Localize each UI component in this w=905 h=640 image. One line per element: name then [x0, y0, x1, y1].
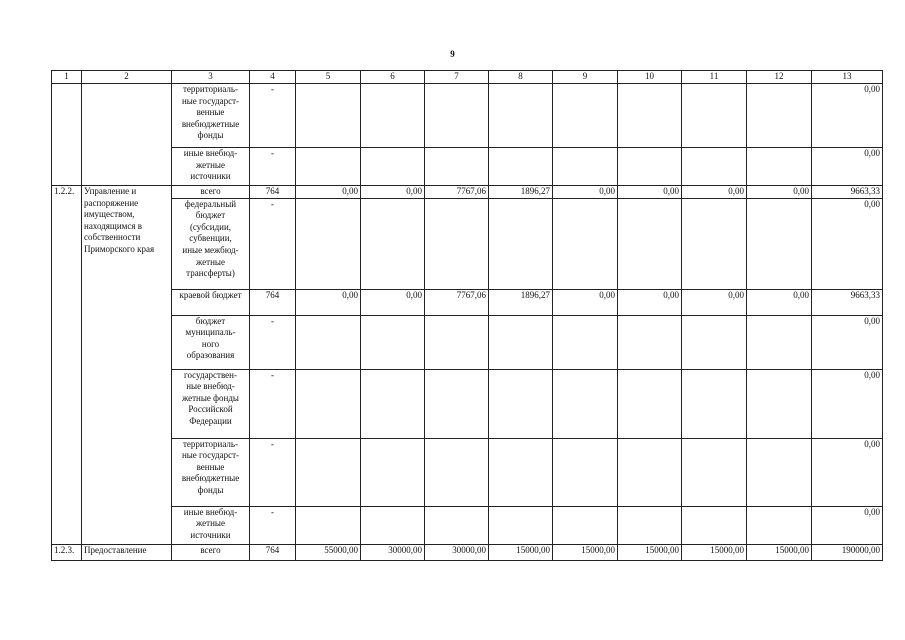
table-row: [52, 84, 883, 148]
amount-cell: [361, 148, 425, 186]
funding-source-cell: всего: [172, 544, 250, 560]
funding-source-cell: всего: [172, 186, 250, 199]
table-row: [52, 148, 883, 186]
amount-cell: 0,00: [747, 289, 812, 315]
grbs-code-cell: -: [250, 198, 296, 289]
amount-cell: 15000,00: [553, 544, 618, 560]
section-number-cell: 1.2.2.: [52, 186, 82, 545]
amount-cell: [553, 315, 618, 369]
amount-cell: [553, 438, 618, 506]
measure-name-cell: [82, 84, 172, 186]
amount-cell: [296, 148, 361, 186]
table-row: [52, 369, 883, 438]
amount-cell: [489, 84, 553, 148]
grbs-code-cell: -: [250, 315, 296, 369]
amount-cell: [425, 506, 489, 544]
total-cell: 0,00: [812, 198, 883, 289]
header-cell: 10: [618, 71, 682, 84]
table-row: [52, 186, 883, 199]
budget-table: [51, 70, 883, 561]
header-cell: 1: [52, 71, 82, 84]
amount-cell: [425, 369, 489, 438]
amount-cell: 30000,00: [425, 544, 489, 560]
header-cell: 6: [361, 71, 425, 84]
table-row: [52, 506, 883, 544]
total-cell: 0,00: [812, 148, 883, 186]
amount-cell: [682, 198, 747, 289]
amount-cell: [361, 84, 425, 148]
funding-source-cell: бюджет муниципаль- ного образования: [172, 315, 250, 369]
header-cell: 2: [82, 71, 172, 84]
amount-cell: 1896,27: [489, 289, 553, 315]
table-row: [52, 198, 883, 289]
amount-cell: 0,00: [296, 186, 361, 199]
section-number-cell: 1.2.3.: [52, 544, 82, 560]
header-cell: 3: [172, 71, 250, 84]
header-cell: 9: [553, 71, 618, 84]
total-cell: 190000,00: [812, 544, 883, 560]
amount-cell: 0,00: [296, 289, 361, 315]
header-cell: 5: [296, 71, 361, 84]
table-row: [52, 289, 883, 315]
total-cell: 0,00: [812, 506, 883, 544]
amount-cell: [425, 84, 489, 148]
grbs-code-cell: -: [250, 438, 296, 506]
funding-source-cell: федеральный бюджет (субсидии, субвенции, иные межбюд- жетные трансферты): [172, 198, 250, 289]
amount-cell: [425, 148, 489, 186]
amount-cell: [682, 438, 747, 506]
page-number: 9: [450, 49, 455, 59]
amount-cell: [747, 198, 812, 289]
amount-cell: [747, 315, 812, 369]
amount-cell: [361, 438, 425, 506]
grbs-code-cell: -: [250, 84, 296, 148]
amount-cell: [489, 148, 553, 186]
amount-cell: [489, 369, 553, 438]
amount-cell: 0,00: [553, 186, 618, 199]
amount-cell: 0,00: [618, 186, 682, 199]
header-cell: 8: [489, 71, 553, 84]
amount-cell: 15000,00: [682, 544, 747, 560]
header-cell: 7: [425, 71, 489, 84]
amount-cell: [747, 84, 812, 148]
amount-cell: 0,00: [361, 289, 425, 315]
amount-cell: 0,00: [618, 289, 682, 315]
total-cell: 0,00: [812, 315, 883, 369]
amount-cell: [682, 506, 747, 544]
amount-cell: [618, 84, 682, 148]
amount-cell: [618, 369, 682, 438]
amount-cell: 0,00: [682, 289, 747, 315]
funding-source-cell: территориаль- ные государст- венные внебюджетные фонды: [172, 84, 250, 148]
total-cell: 0,00: [812, 84, 883, 148]
amount-cell: [489, 506, 553, 544]
amount-cell: [361, 315, 425, 369]
amount-cell: [296, 506, 361, 544]
amount-cell: [618, 198, 682, 289]
grbs-code-cell: 764: [250, 544, 296, 560]
table-row: [52, 315, 883, 369]
amount-cell: 15000,00: [489, 544, 553, 560]
header-cell: 12: [747, 71, 812, 84]
amount-cell: [296, 315, 361, 369]
grbs-code-cell: -: [250, 148, 296, 186]
funding-source-cell: иные внебюд- жетные источники: [172, 506, 250, 544]
amount-cell: [425, 198, 489, 289]
amount-cell: 0,00: [747, 186, 812, 199]
header-row: [52, 71, 883, 84]
amount-cell: [553, 148, 618, 186]
amount-cell: [425, 438, 489, 506]
amount-cell: [682, 84, 747, 148]
table-row: [52, 438, 883, 506]
amount-cell: [618, 315, 682, 369]
amount-cell: 7767,06: [425, 289, 489, 315]
funding-source-cell: краевой бюджет: [172, 289, 250, 315]
amount-cell: 0,00: [553, 289, 618, 315]
amount-cell: [747, 369, 812, 438]
amount-cell: [553, 506, 618, 544]
amount-cell: [489, 315, 553, 369]
funding-source-cell: иные внебюд- жетные источники: [172, 148, 250, 186]
amount-cell: 0,00: [361, 186, 425, 199]
amount-cell: [361, 198, 425, 289]
amount-cell: 30000,00: [361, 544, 425, 560]
amount-cell: [361, 369, 425, 438]
amount-cell: [747, 438, 812, 506]
amount-cell: [361, 506, 425, 544]
amount-cell: [489, 438, 553, 506]
amount-cell: 15000,00: [618, 544, 682, 560]
amount-cell: [296, 438, 361, 506]
amount-cell: [747, 506, 812, 544]
amount-cell: [296, 198, 361, 289]
amount-cell: [747, 148, 812, 186]
amount-cell: [489, 198, 553, 289]
header-cell: 13: [812, 71, 883, 84]
funding-source-cell: государствен- ные внебюд- жетные фонды Российской Федерации: [172, 369, 250, 438]
funding-source-cell: территориаль- ные государст- венные внебюджетные фонды: [172, 438, 250, 506]
amount-cell: [682, 315, 747, 369]
grbs-code-cell: 764: [250, 186, 296, 199]
amount-cell: [553, 84, 618, 148]
total-cell: 0,00: [812, 438, 883, 506]
amount-cell: [296, 369, 361, 438]
amount-cell: 55000,00: [296, 544, 361, 560]
amount-cell: 1896,27: [489, 186, 553, 199]
total-cell: 0,00: [812, 369, 883, 438]
amount-cell: 7767,06: [425, 186, 489, 199]
header-cell: 11: [682, 71, 747, 84]
total-cell: 9663,33: [812, 186, 883, 199]
measure-name-cell: Предоставление: [82, 544, 172, 560]
amount-cell: [553, 369, 618, 438]
table-row: [52, 544, 883, 560]
amount-cell: [618, 438, 682, 506]
amount-cell: [682, 369, 747, 438]
grbs-code-cell: 764: [250, 289, 296, 315]
total-cell: 9663,33: [812, 289, 883, 315]
amount-cell: [425, 315, 489, 369]
amount-cell: 0,00: [682, 186, 747, 199]
measure-name-cell: Управление и распоряжение имуществом, находящимся в собственности Приморского края: [82, 186, 172, 545]
grbs-code-cell: -: [250, 369, 296, 438]
section-number-cell: [52, 84, 82, 186]
amount-cell: 15000,00: [747, 544, 812, 560]
grbs-code-cell: -: [250, 506, 296, 544]
header-cell: 4: [250, 71, 296, 84]
amount-cell: [618, 506, 682, 544]
table-body: [52, 71, 883, 561]
amount-cell: [618, 148, 682, 186]
amount-cell: [682, 148, 747, 186]
amount-cell: [296, 84, 361, 148]
amount-cell: [553, 198, 618, 289]
